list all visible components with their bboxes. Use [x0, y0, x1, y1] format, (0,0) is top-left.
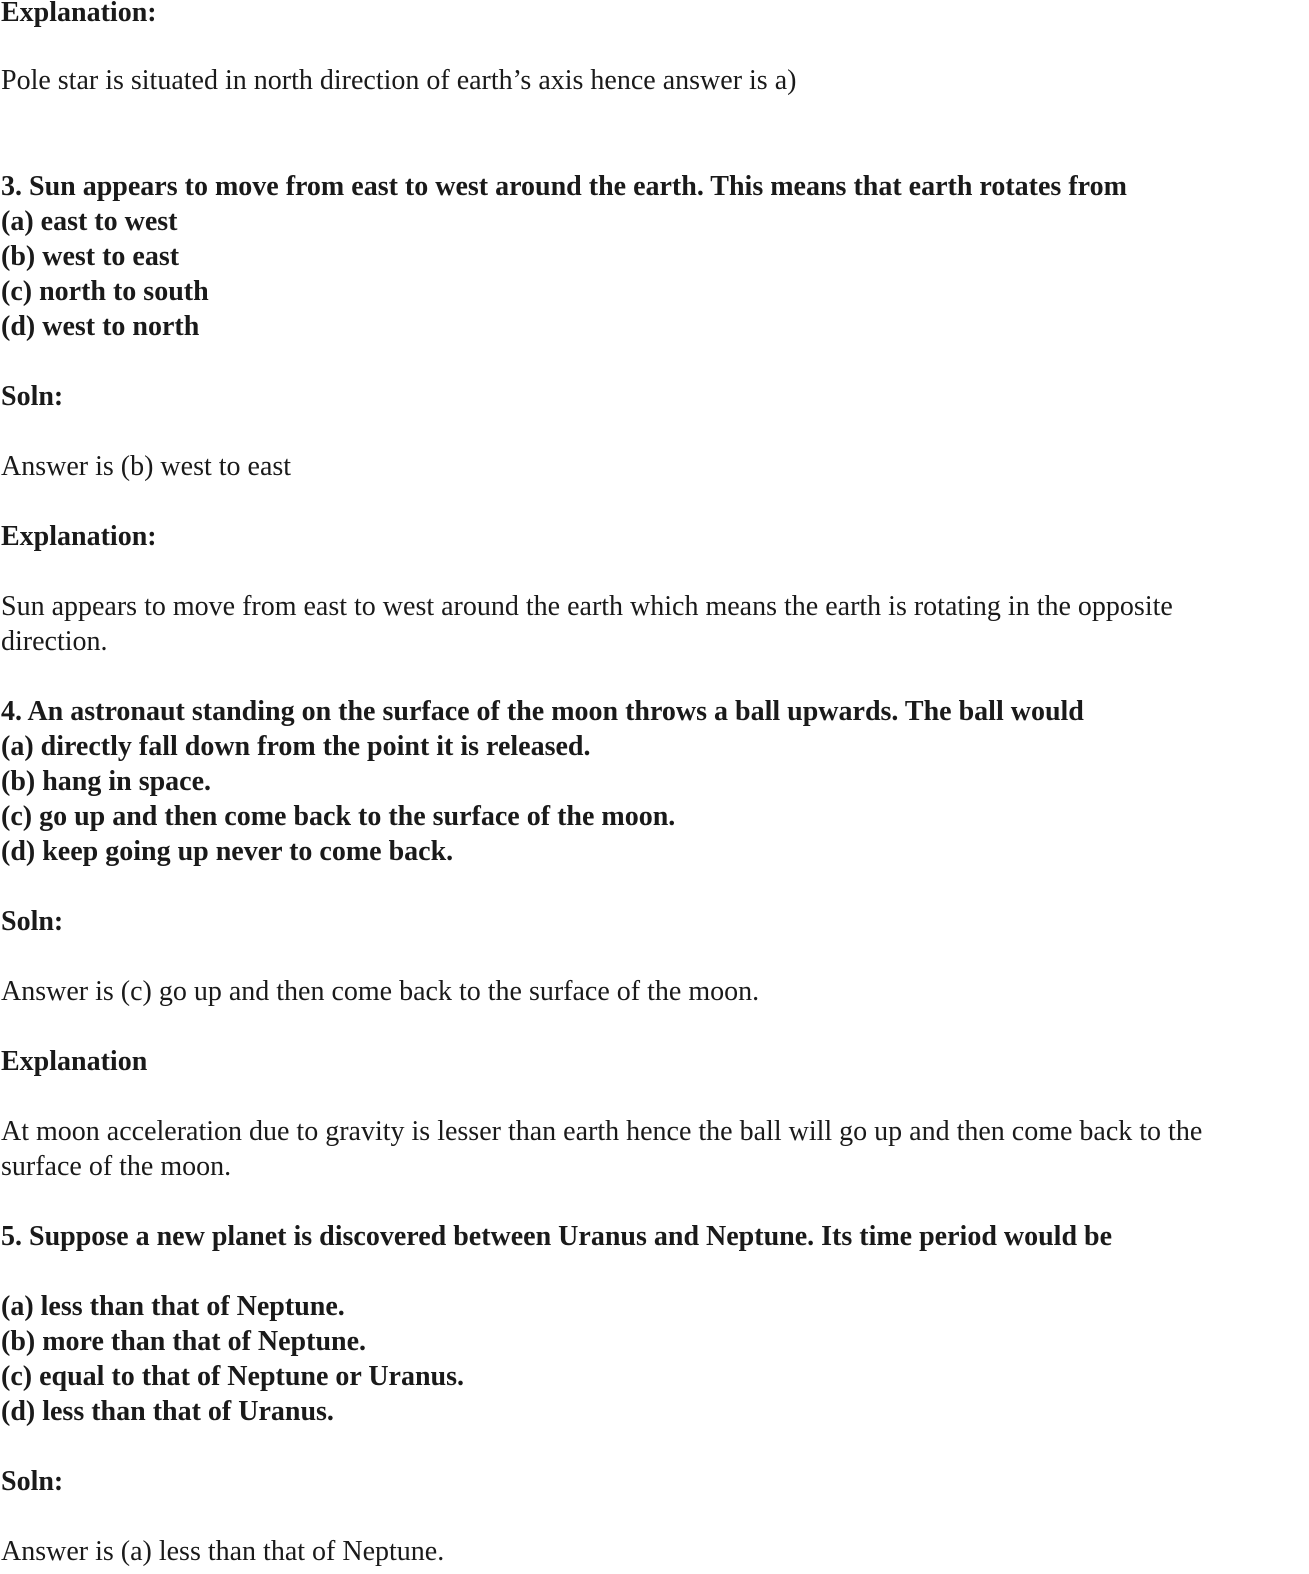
q5-soln-heading: Soln:: [1, 1466, 64, 1497]
q3-option-a: (a) east to west: [1, 206, 178, 237]
q4-explanation-heading: Explanation: [1, 1046, 148, 1077]
q4-option-c: (c) go up and then come back to the surface of the moon.: [1, 801, 676, 832]
explanation-text: Pole star is situated in north direction of earth’s axis hence answer is a): [1, 65, 797, 96]
q4-answer: Answer is (c) go up and then come back to the surface of the moon.: [1, 976, 760, 1007]
q3-explanation-line-1: Sun appears to move from east to west around the earth which means the earth is rotating in the opposite: [1, 591, 1173, 622]
question-4: 4. An astronaut standing on the surface of the moon throws a ball upwards. The ball would: [1, 696, 1084, 727]
q3-answer: Answer is (b) west to east: [1, 451, 292, 482]
q4-option-a: (a) directly fall down from the point it is released.: [1, 731, 591, 762]
q4-soln-heading: Soln:: [1, 906, 64, 937]
q4-explanation-line-2: surface of the moon.: [1, 1151, 232, 1182]
q4-option-b: (b) hang in space.: [1, 766, 212, 797]
explanation-heading: Explanation:: [1, 0, 157, 28]
q4-explanation-line-1: At moon acceleration due to gravity is lesser than earth hence the ball will go up and then come back to the: [1, 1116, 1203, 1147]
q3-option-d: (d) west to north: [1, 311, 200, 342]
q5-option-a: (a) less than that of Neptune.: [1, 1291, 345, 1322]
q3-option-b: (b) west to east: [1, 241, 180, 272]
q4-option-d: (d) keep going up never to come back.: [1, 836, 454, 867]
q3-explanation-heading: Explanation:: [1, 521, 157, 552]
q3-option-c: (c) north to south: [1, 276, 209, 307]
q3-explanation-line-2: direction.: [1, 626, 108, 657]
question-3: 3. Sun appears to move from east to west around the earth. This means that earth rotates from: [1, 171, 1127, 202]
q5-option-d: (d) less than that of Uranus.: [1, 1396, 334, 1427]
question-5: 5. Suppose a new planet is discovered between Uranus and Neptune. Its time period would be: [1, 1221, 1113, 1252]
q5-option-c: (c) equal to that of Neptune or Uranus.: [1, 1361, 465, 1392]
q5-option-b: (b) more than that of Neptune.: [1, 1326, 367, 1357]
q3-soln-heading: Soln:: [1, 381, 64, 412]
q5-answer: Answer is (a) less than that of Neptune.: [1, 1536, 445, 1567]
